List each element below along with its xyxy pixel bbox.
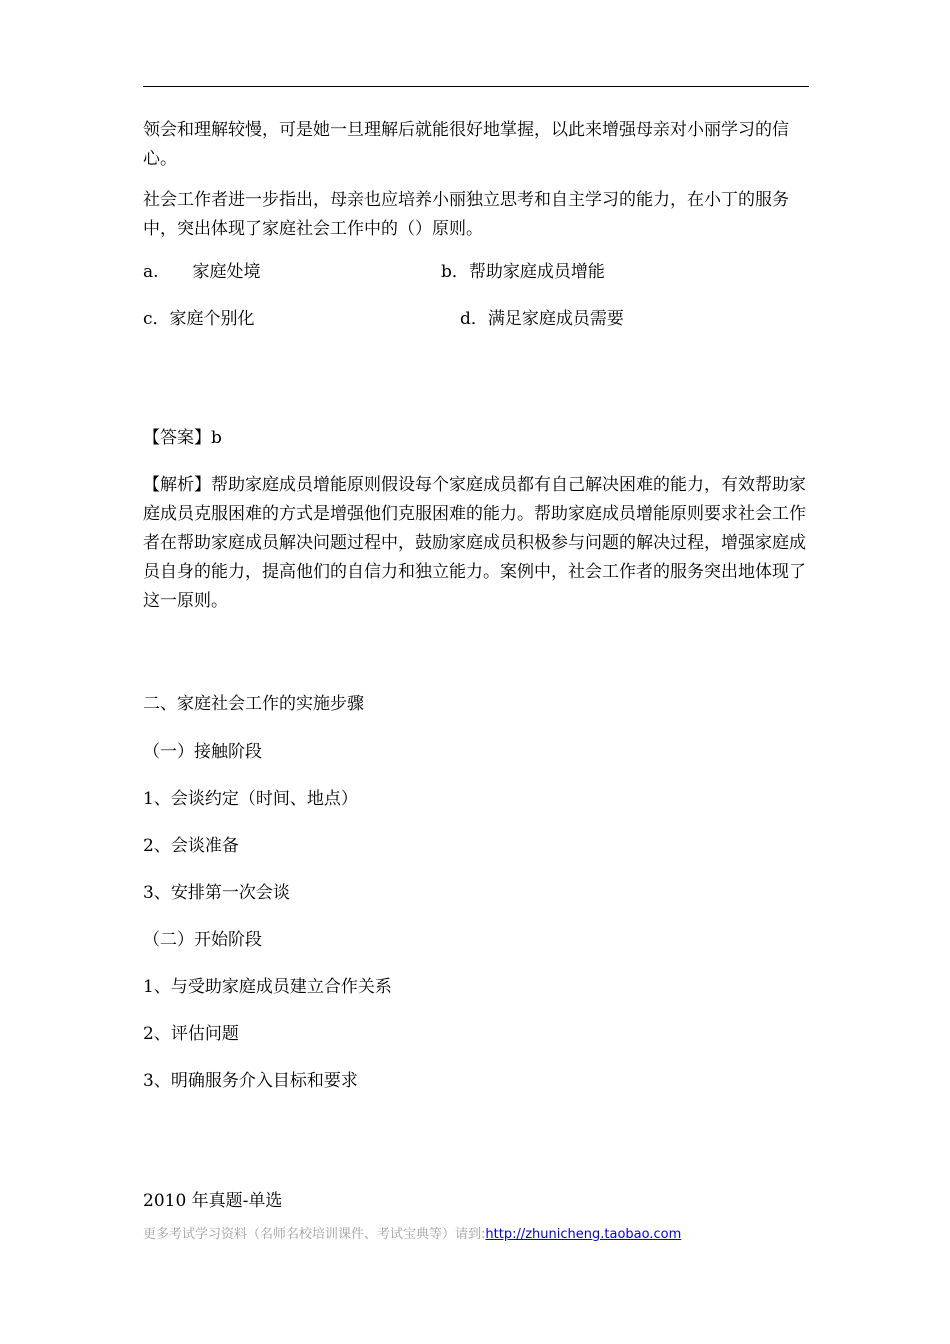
question-prompt: 社会工作者进一步指出，母亲也应培养小丽独立思考和自主学习的能力，在小丁的服务中，突出体现了家庭社会工作中的（）原则。 <box>143 190 789 239</box>
stage-2-title: （二）开始阶段 <box>143 930 262 950</box>
stage-1-item: 3、安排第一次会谈 <box>143 883 290 903</box>
footer <box>143 1225 681 1245</box>
footer-link[interactable]: http://zhunicheng.taobao.com <box>485 1227 682 1242</box>
option-c: c．家庭个别化 <box>143 309 255 329</box>
option-a: a. 家庭处境 <box>143 262 261 282</box>
section-title: 二、家庭社会工作的实施步骤 <box>143 694 364 714</box>
header-rule <box>143 86 809 87</box>
footer-text: 更多考试学习资料（名师名校培训课件、考试宝典等）请到: <box>143 1227 486 1242</box>
question-text-continued: 领会和理解较慢，可是她一旦理解后就能很好地掌握，以此来增强母亲对小丽学习的信心。 <box>143 120 789 169</box>
stage-2-item: 2、评估问题 <box>143 1024 239 1044</box>
stage-1-title: （一）接触阶段 <box>143 742 262 762</box>
stage-2-item: 1、与受助家庭成员建立合作关系 <box>143 977 392 997</box>
stage-1-item: 2、会谈准备 <box>143 836 239 856</box>
answer-analysis: 【解析】帮助家庭成员增能原则假设每个家庭成员都有自己解决困难的能力，有效帮助家庭成员克服困难的方式是增强他们克服困难的能力。帮助家庭成员增能原则要求社会工作者在帮助家庭成员解决问题过程中，鼓励家庭成员积极参与问题的解决过程，增强家庭成员自身的能力，提高他们的自信力和独立能力。案例中，社会工作者的服务突出地体现了这一原则。 <box>143 475 806 611</box>
stage-1-item: 1、会谈约定（时间、地点） <box>143 789 358 809</box>
option-b: b．帮助家庭成员增能 <box>441 262 605 282</box>
next-heading: 2010 年真题-单选 <box>143 1191 283 1211</box>
option-d: d．满足家庭成员需要 <box>460 309 624 329</box>
stage-2-item: 3、明确服务介入目标和要求 <box>143 1071 358 1091</box>
answer-label: 【答案】b <box>143 428 222 448</box>
